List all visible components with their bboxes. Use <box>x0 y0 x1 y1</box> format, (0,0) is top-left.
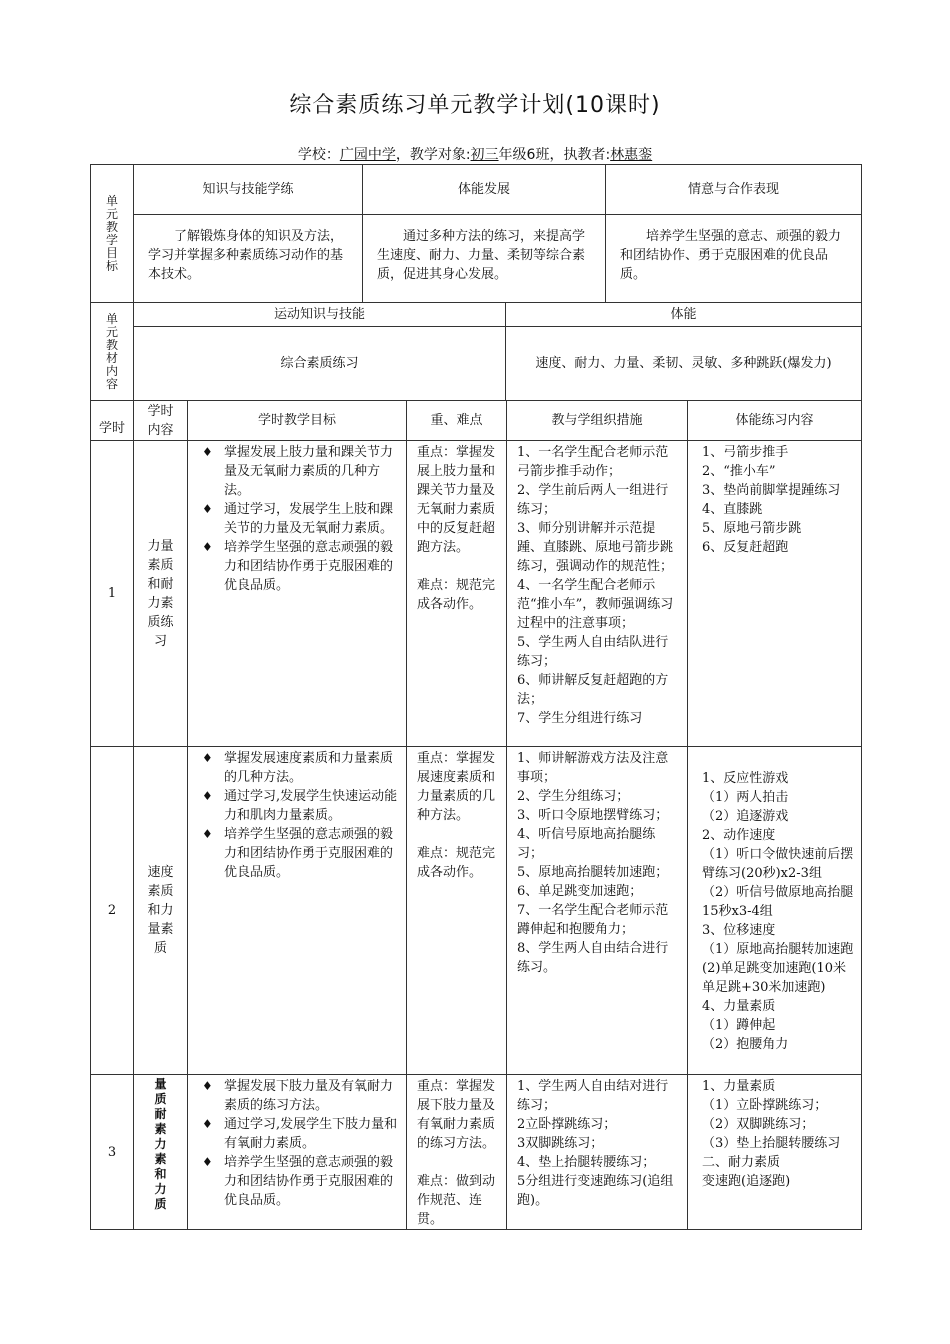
lesson-exercises <box>688 441 862 747</box>
exercise-item: （3）垫上抬腿转腰练习 <box>702 1136 841 1151</box>
content-value-fitness: 速度、耐力、力量、柔韧、灵敏、多种跳跃(爆发力) <box>506 327 862 401</box>
measure-item: 3、师分别讲解并示范提踵、直膝跳、原地弓箭步跳练习，强调动作的规范性； <box>517 521 674 574</box>
goals-header-affective: 情意与合作表现 <box>606 165 862 215</box>
lesson-exercises <box>688 1075 862 1230</box>
exercise-item: （2）追逐游戏 <box>702 809 789 824</box>
measure-item: 6、单足跳变加速跑； <box>517 884 643 899</box>
exercise-item: 2、动作速度 <box>702 828 776 843</box>
objective-item: ♦ 培养学生坚强的意志顽强的毅力和团结协作勇于克服困难的优良品质。 <box>188 1153 400 1210</box>
measure-item: 5分组进行变速跑练习(追组跑)。 <box>517 1174 674 1208</box>
exercise-item: 1、力量素质 <box>702 1079 776 1094</box>
unit-content-label: 单元教材内容 <box>91 303 134 401</box>
exercise-item: 1、反应性游戏 <box>702 771 789 786</box>
key-point: 重点：掌握发展速度素质和力量素质的几种方法。 <box>417 751 496 823</box>
target-grade: 初三 <box>470 147 499 163</box>
col-header-key-points: 重、难点 <box>407 401 507 441</box>
measure-item: 1、师讲解游戏方法及注意事项； <box>517 751 669 785</box>
exercise-item: 3、垫尚前脚掌提踵练习 <box>702 483 841 498</box>
objective-item: ♦ 掌握发展速度素质和力量素质的几种方法。 <box>188 749 400 787</box>
exercise-item: 6、反复赶超跑 <box>702 540 789 555</box>
difficulty: 难点：做到动作规范、连贯。 <box>417 1174 496 1227</box>
difficulty: 难点：规范完成各动作。 <box>417 846 496 880</box>
lesson-key-points <box>407 441 507 747</box>
measure-item: 2、学生分组练习； <box>517 789 630 804</box>
unit-content-table <box>90 302 862 401</box>
exercise-item: （1）两人拍击 <box>702 790 789 805</box>
goals-text-fitness: 通过多种方法的练习，来提高学生速度、耐力、力量、柔韧等综合素质，促进其身心发展。 <box>363 215 606 303</box>
measure-item: 1、学生两人自由结对进行练习； <box>517 1079 669 1113</box>
exercise-item: 二、耐力素质 <box>702 1155 781 1170</box>
exercise-item: （1）蹲伸起 <box>702 1018 776 1033</box>
col-header-hour: 学时 <box>91 401 134 441</box>
col-header-exercises: 体能练习内容 <box>688 401 862 441</box>
teacher-name: 林惠銮 <box>610 147 653 163</box>
goals-text-affective: 培养学生坚强的意志、顽强的毅力和团结协作、勇于克服困难的优良品质。 <box>606 215 862 303</box>
lesson-objectives <box>188 441 407 747</box>
exercise-item: 2、“推小车” <box>702 464 776 479</box>
content-value-skills: 综合素质练习 <box>134 327 506 401</box>
lesson-key-points <box>407 747 507 1075</box>
measure-item: 5、原地高抬腿转加速跑； <box>517 865 669 880</box>
measure-item: 5、学生两人自由结队进行练习； <box>517 635 669 669</box>
exercise-item: 4、直膝跳 <box>702 502 763 517</box>
lesson-number: 3 <box>91 1075 134 1230</box>
lesson-row <box>91 747 862 1075</box>
lesson-exercises <box>688 747 862 1075</box>
objective-item: ♦ 培养学生坚强的意志顽强的毅力和团结协作勇于克服困难的优良品质。 <box>188 538 400 595</box>
measure-item: 2、学生前后两人一组进行练习； <box>517 483 669 517</box>
objective-item: ♦ 掌握发展上肢力量和踝关节力量及无氧耐力素质的几种方法。 <box>188 443 400 500</box>
col-header-content: 学时内容 <box>134 401 188 441</box>
lesson-content: 量质耐素力素和力质 <box>134 1075 188 1230</box>
lessons-table <box>90 400 862 1230</box>
exercise-item: （1）原地高抬腿转加速跑 <box>702 942 854 957</box>
unit-goals-table <box>90 164 862 303</box>
lesson-row <box>91 441 862 747</box>
lesson-measures <box>507 441 688 747</box>
content-header-fitness: 体能 <box>506 303 862 327</box>
goals-header-fitness: 体能发展 <box>363 165 606 215</box>
measure-item: 6、师讲解反复赶超跑的方法； <box>517 673 669 707</box>
goals-text-knowledge: 了解锻炼身体的知识及方法，学习并掌握多种素质练习动作的基本技术。 <box>134 215 363 303</box>
measure-item: 4、垫上抬腿转腰练习； <box>517 1155 656 1170</box>
exercise-item: （1）听口令做快速前后摆臂练习(20秒)x2-3组 <box>702 847 854 881</box>
measure-item: 2立卧撑跳练习； <box>517 1117 617 1132</box>
lesson-row <box>91 1075 862 1230</box>
measure-item: 3、听口令原地摆臂练习； <box>517 808 669 823</box>
lesson-content: 力量素质和耐力素质练习 <box>134 441 188 747</box>
objective-item: ♦ 通过学习，发展学生上肢和踝关节的力量及无氧耐力素质。 <box>188 500 400 538</box>
exercise-item: 1、弓箭步推手 <box>702 445 789 460</box>
exercise-item: （2）双脚跳练习； <box>702 1117 815 1132</box>
lesson-number: 2 <box>91 747 134 1075</box>
target-rest: 年级6班，执教者: <box>498 147 611 163</box>
school-info <box>0 144 950 164</box>
lesson-measures <box>507 1075 688 1230</box>
key-point: 重点：掌握发展上肢力量和踝关节力量及无氧耐力素质中的反复赶超跑方法。 <box>417 445 496 555</box>
lesson-key-points <box>407 1075 507 1230</box>
exercise-item: 5、原地弓箭步跳 <box>702 521 802 536</box>
exercise-item: (2)单足跳变加速跑(10米单足跳+30米加速跑) <box>702 961 847 995</box>
measure-item: 1、一名学生配合老师示范弓箭步推手动作； <box>517 445 669 479</box>
objective-item: ♦ 培养学生坚强的意志顽强的毅力和团结协作勇于克服困难的优良品质。 <box>188 825 400 882</box>
measure-item: 7、一名学生配合老师示范蹲伸起和抱腰角力； <box>517 903 669 937</box>
exercise-item: （2）听信号做原地高抬腿15秒x3-4组 <box>702 885 854 919</box>
target-label: ，教学对象: <box>395 147 471 163</box>
goals-header-knowledge: 知识与技能学练 <box>134 165 363 215</box>
exercise-item: （1）立卧撑跳练习； <box>702 1098 828 1113</box>
difficulty: 难点：规范完成各动作。 <box>417 578 496 612</box>
measure-item: 4、听信号原地高抬腿练习； <box>517 827 656 861</box>
lesson-objectives <box>188 747 407 1075</box>
page-title: 综合素质练习单元教学计划(10课时) <box>289 93 661 118</box>
exercise-item: 4、力量素质 <box>702 999 776 1014</box>
content-header-skills: 运动知识与技能 <box>134 303 506 327</box>
exercise-item: 3、位移速度 <box>702 923 776 938</box>
school-name: 广园中学 <box>339 147 396 163</box>
measure-item: 4、一名学生配合老师示范“推小车”，教师强调练习过程中的注意事项； <box>517 578 674 631</box>
objective-item: ♦ 通过学习,发展学生下肢力量和有氧耐力素质。 <box>188 1115 400 1153</box>
unit-goals-label: 单元教学目标 <box>91 165 134 303</box>
objective-item: ♦ 掌握发展下肢力量及有氧耐力素质的练习方法。 <box>188 1077 400 1115</box>
exercise-item: 变速跑(追逐跑) <box>702 1174 791 1189</box>
measure-item: 7、学生分组进行练习 <box>517 711 643 726</box>
key-point: 重点：掌握发展下肢力量及有氧耐力素质的练习方法。 <box>417 1079 496 1151</box>
lesson-measures <box>507 747 688 1075</box>
lesson-content: 速度素质和力量素质 <box>134 747 188 1075</box>
col-header-objectives: 学时教学目标 <box>188 401 407 441</box>
school-label: 学校： <box>297 147 340 163</box>
measure-item: 3双脚跳练习； <box>517 1136 604 1151</box>
objective-item: ♦ 通过学习,发展学生快速运动能力和肌肉力量素质。 <box>188 787 400 825</box>
exercise-item: （2）抱腰角力 <box>702 1037 789 1052</box>
lesson-number: 1 <box>91 441 134 747</box>
measure-item: 8、学生两人自由结合进行练习。 <box>517 941 669 975</box>
col-header-measures: 教与学组织措施 <box>507 401 688 441</box>
lesson-objectives <box>188 1075 407 1230</box>
